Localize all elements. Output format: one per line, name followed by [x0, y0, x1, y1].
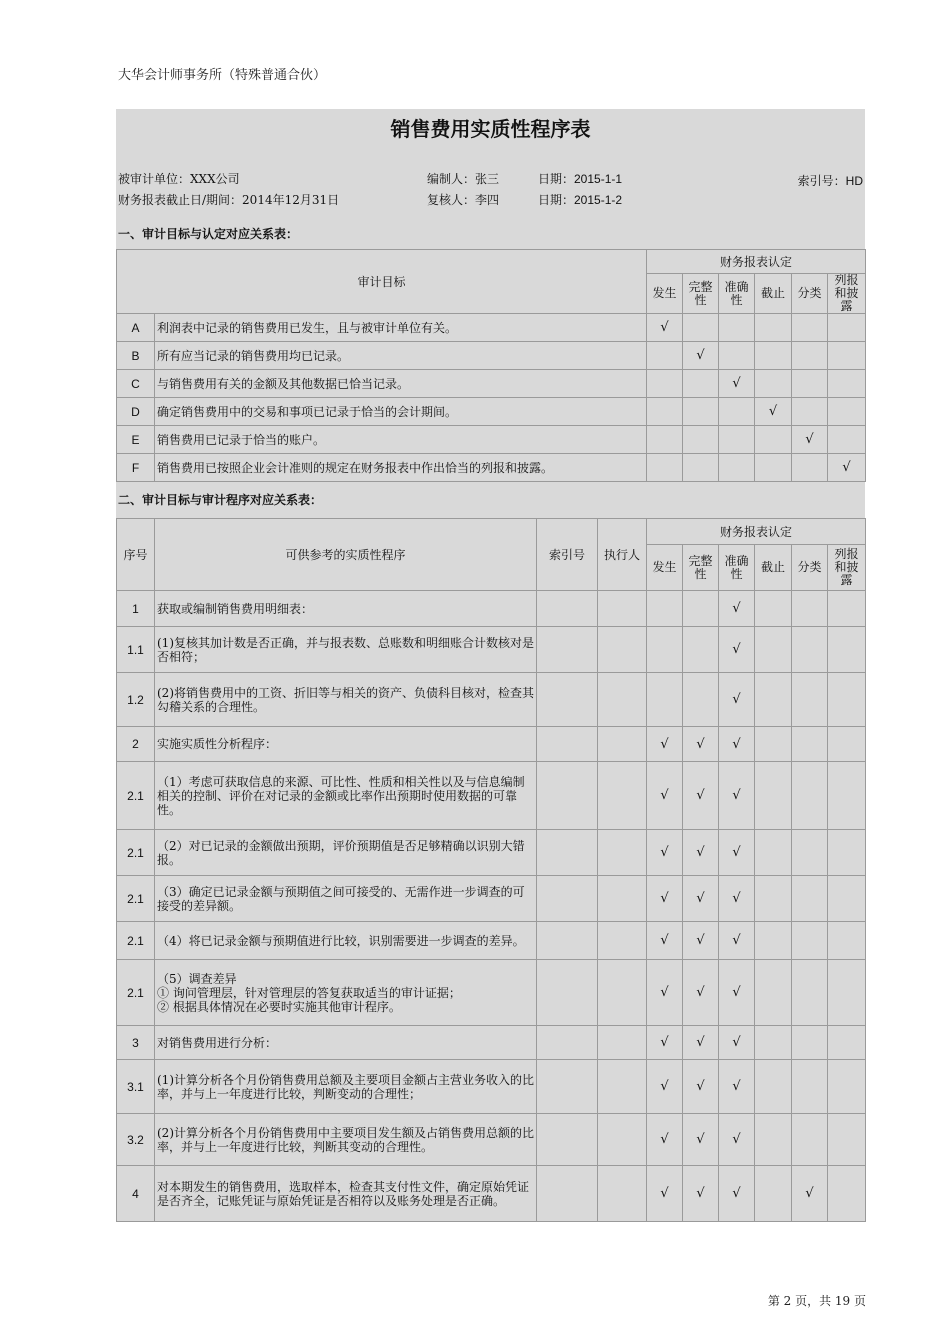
assertion-check-cell: [755, 762, 792, 830]
objective-text: 利润表中记录的销售费用已发生，且与被审计单位有关。: [155, 314, 647, 342]
assertion-check-cell: [828, 1166, 866, 1222]
procedure-text: 对销售费用进行分析：: [155, 1026, 537, 1060]
procedure-executor-cell: [598, 1166, 647, 1222]
procedure-executor-cell: [598, 1114, 647, 1166]
assertion-check-cell: [828, 314, 866, 342]
assertion-check-cell: √: [683, 1026, 719, 1060]
assertion-check-cell: [647, 627, 683, 673]
objective-text: 销售费用已按照企业会计准则的规定在财务报表中作出恰当的列报和披露。: [155, 454, 647, 482]
procedure-executor-cell: [598, 673, 647, 727]
procedure-text: （3）确定已记录金额与预期值之间可接受的、无需作进一步调查的可接受的差异额。: [155, 876, 537, 922]
assertion-check-cell: √: [647, 727, 683, 762]
assertion-check-cell: [647, 426, 683, 454]
procedure-index-cell: [537, 762, 598, 830]
assertion-check-cell: [792, 370, 828, 398]
assertion-check-cell: √: [683, 1114, 719, 1166]
assertion-check-cell: √: [719, 1114, 755, 1166]
assertion-check-cell: [755, 876, 792, 922]
reviewed-date: 日期：2015-1-2: [538, 193, 623, 207]
assertion-check-cell: [792, 1060, 828, 1114]
procedure-seq: 1: [117, 591, 155, 627]
procedure-index-cell: [537, 1060, 598, 1114]
procedure-index-cell: [537, 960, 598, 1026]
assertion-check-cell: √: [683, 960, 719, 1026]
seq-header: 序号: [117, 519, 155, 591]
procedure-text: 实施实质性分析程序：: [155, 727, 537, 762]
assertion-check-cell: √: [719, 1026, 755, 1060]
assertion-check-cell: √: [647, 1026, 683, 1060]
procedure-executor-cell: [598, 627, 647, 673]
assertion-check-cell: √: [647, 876, 683, 922]
assertion-check-cell: [828, 1026, 866, 1060]
assertion-group-header: 财务报表认定: [647, 519, 866, 545]
procedure-index-cell: [537, 876, 598, 922]
procedure-index-cell: [537, 1026, 598, 1060]
t1-assertion-3: 截止: [755, 274, 792, 314]
procedure-executor-cell: [598, 960, 647, 1026]
table-row: [117, 762, 866, 830]
assertion-check-cell: [792, 1026, 828, 1060]
t2-assertion-2: 准确性: [719, 545, 755, 591]
assertion-check-cell: [755, 426, 792, 454]
procedure-index-cell: [537, 591, 598, 627]
table-row: [117, 627, 866, 673]
t2-assertion-4: 分类: [792, 545, 828, 591]
procedure-seq: 1.2: [117, 673, 155, 727]
executor-header: 执行人: [598, 519, 647, 591]
table-row: [117, 830, 866, 876]
objective-assertion-table: [116, 249, 866, 482]
assertion-check-cell: [828, 370, 866, 398]
procedure-executor-cell: [598, 727, 647, 762]
t1-assertion-5: 列报和披露: [828, 274, 866, 314]
assertion-check-cell: [828, 727, 866, 762]
assertion-check-cell: [755, 591, 792, 627]
assertion-check-cell: [719, 314, 755, 342]
assertion-check-cell: √: [647, 922, 683, 960]
assertion-check-cell: √: [647, 1114, 683, 1166]
assertion-check-cell: [792, 627, 828, 673]
procedure-seq: 2.1: [117, 876, 155, 922]
assertion-check-cell: [792, 762, 828, 830]
assertion-check-cell: [828, 426, 866, 454]
assertion-check-cell: [828, 1060, 866, 1114]
objective-text: 销售费用已记录于恰当的账户。: [155, 426, 647, 454]
table-row: [117, 314, 866, 342]
assertion-check-cell: √: [647, 960, 683, 1026]
section1-title: 一、审计目标与认定对应关系表：: [118, 227, 299, 241]
procedure-text: （5）调查差异 ① 询问管理层，针对管理层的答复获取适当的审计证据； ② 根据具体情况在必要时实施其他审计程序。: [155, 960, 537, 1026]
procedure-sheet: [116, 109, 865, 1222]
table-row: [117, 673, 866, 727]
assertion-check-cell: √: [719, 727, 755, 762]
table-row: [117, 876, 866, 922]
assertion-check-cell: [719, 454, 755, 482]
assertion-check-cell: √: [647, 830, 683, 876]
objective-procedure-table: [116, 518, 866, 1222]
procedure-text: 对本期发生的销售费用，选取样本，检查其支付性文件，确定原始凭证是否齐全，记账凭证与原始凭证是否相符以及账务处理是否正确。: [155, 1166, 537, 1222]
table-row: [117, 454, 866, 482]
procedure-seq: 3.1: [117, 1060, 155, 1114]
assertion-check-cell: √: [719, 1166, 755, 1222]
assertion-check-cell: [828, 673, 866, 727]
assertion-check-cell: [683, 454, 719, 482]
assertion-check-cell: [792, 591, 828, 627]
objective-id: C: [117, 370, 155, 398]
procedure-executor-cell: [598, 1026, 647, 1060]
table-row: [117, 1060, 866, 1114]
assertion-check-cell: [683, 673, 719, 727]
assertion-check-cell: [647, 342, 683, 370]
t2-assertion-1: 完整性: [683, 545, 719, 591]
assertion-check-cell: √: [719, 591, 755, 627]
assertion-check-cell: √: [755, 398, 792, 426]
procedure-index-cell: [537, 673, 598, 727]
assertion-check-cell: [828, 960, 866, 1026]
assertion-check-cell: [755, 727, 792, 762]
assertion-check-cell: [719, 342, 755, 370]
index-number: 索引号：HD: [797, 174, 863, 188]
assertion-check-cell: [828, 762, 866, 830]
procedure-executor-cell: [598, 876, 647, 922]
procedure-seq: 3: [117, 1026, 155, 1060]
procedure-text: (2)将销售费用中的工资、折旧等与相关的资产、负债科目核对，检查其勾稽关系的合理性。: [155, 673, 537, 727]
page-number: 第 2 页，共 19 页: [767, 1294, 866, 1308]
procedure-text: （2）对已记录的金额做出预期，评价预期值是否足够精确以识别大错报。: [155, 830, 537, 876]
assertion-check-cell: [828, 398, 866, 426]
assertion-check-cell: [647, 454, 683, 482]
assertion-check-cell: [828, 830, 866, 876]
assertion-check-cell: [792, 922, 828, 960]
objective-id: D: [117, 398, 155, 426]
table-row: [117, 922, 866, 960]
index-header: 索引号: [537, 519, 598, 591]
assertion-check-cell: √: [719, 627, 755, 673]
assertion-check-cell: [792, 876, 828, 922]
procedure-seq: 1.1: [117, 627, 155, 673]
assertion-check-cell: √: [683, 762, 719, 830]
assertion-check-cell: [755, 1166, 792, 1222]
table-row: [117, 426, 866, 454]
assertion-group-header: 财务报表认定: [647, 250, 866, 274]
section2-title: 二、审计目标与审计程序对应关系表：: [118, 493, 323, 507]
assertion-check-cell: √: [683, 1166, 719, 1222]
assertion-check-cell: √: [647, 1166, 683, 1222]
assertion-check-cell: [792, 314, 828, 342]
table-row: [117, 960, 866, 1026]
assertion-check-cell: [828, 876, 866, 922]
preparer-label: 编制人：张三: [427, 172, 500, 186]
procedure-seq: 3.2: [117, 1114, 155, 1166]
assertion-check-cell: √: [683, 830, 719, 876]
table-row: [117, 1114, 866, 1166]
assertion-check-cell: [719, 426, 755, 454]
procedure-text: （4）将已记录金额与预期值进行比较，识别需要进一步调查的差异。: [155, 922, 537, 960]
procedure-header: 可供参考的实质性程序: [155, 519, 537, 591]
assertion-check-cell: [683, 398, 719, 426]
table-row: [117, 1166, 866, 1222]
table-row: [117, 398, 866, 426]
assertion-check-cell: √: [647, 762, 683, 830]
objective-id: F: [117, 454, 155, 482]
period-label: 财务报表截止日/期间：2014年12月31日: [118, 193, 340, 207]
objective-id: B: [117, 342, 155, 370]
t1-assertion-4: 分类: [792, 274, 828, 314]
assertion-check-cell: [755, 314, 792, 342]
assertion-check-cell: √: [719, 876, 755, 922]
assertion-check-cell: [683, 627, 719, 673]
procedure-index-cell: [537, 922, 598, 960]
assertion-check-cell: [828, 627, 866, 673]
assertion-check-cell: [792, 454, 828, 482]
assertion-check-cell: [792, 398, 828, 426]
assertion-check-cell: [755, 342, 792, 370]
objective-text: 与销售费用有关的金额及其他数据已恰当记录。: [155, 370, 647, 398]
assertion-check-cell: [683, 591, 719, 627]
assertion-check-cell: [755, 454, 792, 482]
assertion-check-cell: [755, 673, 792, 727]
assertion-check-cell: [683, 314, 719, 342]
procedure-executor-cell: [598, 591, 647, 627]
assertion-check-cell: √: [719, 370, 755, 398]
objective-header: 审计目标: [117, 250, 647, 314]
assertion-check-cell: [828, 922, 866, 960]
procedure-text: (2)计算分析各个月份销售费用中主要项目发生额及占销售费用总额的比率，并与上一年度进行比较，判断其变动的合理性。: [155, 1114, 537, 1166]
procedure-seq: 2.1: [117, 960, 155, 1026]
assertion-check-cell: √: [683, 727, 719, 762]
procedure-executor-cell: [598, 762, 647, 830]
assertion-check-cell: [755, 1060, 792, 1114]
assertion-check-cell: √: [719, 1060, 755, 1114]
assertion-check-cell: [792, 727, 828, 762]
table-row: [117, 591, 866, 627]
assertion-check-cell: √: [683, 876, 719, 922]
objective-text: 确定销售费用中的交易和事项已记录于恰当的会计期间。: [155, 398, 647, 426]
assertion-check-cell: [755, 370, 792, 398]
procedure-seq: 2.1: [117, 830, 155, 876]
assertion-check-cell: √: [828, 454, 866, 482]
objective-id: A: [117, 314, 155, 342]
reviewer-label: 复核人：李四: [427, 193, 500, 207]
entity-label: 被审计单位：XXX公司: [118, 172, 240, 186]
t2-assertion-3: 截止: [755, 545, 792, 591]
procedure-index-cell: [537, 1166, 598, 1222]
table-row: [117, 342, 866, 370]
assertion-check-cell: [792, 673, 828, 727]
procedure-seq: 2.1: [117, 922, 155, 960]
assertion-check-cell: [755, 627, 792, 673]
table-row: [117, 370, 866, 398]
assertion-check-cell: √: [647, 314, 683, 342]
assertion-check-cell: √: [719, 762, 755, 830]
procedure-executor-cell: [598, 922, 647, 960]
assertion-check-cell: √: [719, 830, 755, 876]
procedure-index-cell: [537, 830, 598, 876]
assertion-check-cell: [647, 591, 683, 627]
firm-name: 大华会计师事务所（特殊普通合伙）: [118, 68, 327, 83]
assertion-check-cell: [683, 370, 719, 398]
procedure-index-cell: [537, 727, 598, 762]
assertion-check-cell: √: [792, 426, 828, 454]
assertion-check-cell: [647, 398, 683, 426]
procedure-seq: 2: [117, 727, 155, 762]
assertion-check-cell: √: [719, 922, 755, 960]
procedure-index-cell: [537, 627, 598, 673]
assertion-check-cell: [719, 398, 755, 426]
assertion-check-cell: [828, 342, 866, 370]
assertion-check-cell: [792, 830, 828, 876]
assertion-check-cell: √: [683, 1060, 719, 1114]
procedure-index-cell: [537, 1114, 598, 1166]
assertion-check-cell: [683, 426, 719, 454]
assertion-check-cell: [647, 673, 683, 727]
t1-assertion-2: 准确性: [719, 274, 755, 314]
assertion-check-cell: [792, 1114, 828, 1166]
sheet-meta: [116, 149, 865, 249]
assertion-check-cell: [755, 1026, 792, 1060]
sheet-title: 销售费用实质性程序表: [390, 117, 591, 141]
assertion-check-cell: √: [792, 1166, 828, 1222]
procedure-executor-cell: [598, 830, 647, 876]
t1-assertion-0: 发生: [647, 274, 683, 314]
t1-assertion-1: 完整性: [683, 274, 719, 314]
assertion-check-cell: [792, 960, 828, 1026]
procedure-text: 获取或编制销售费用明细表：: [155, 591, 537, 627]
assertion-check-cell: [755, 960, 792, 1026]
procedure-executor-cell: [598, 1060, 647, 1114]
assertion-check-cell: √: [719, 673, 755, 727]
procedure-text: (1)计算分析各个月份销售费用总额及主要项目金额占主营业务收入的比率，并与上一年度进行比较，判断变动的合理性；: [155, 1060, 537, 1114]
assertion-check-cell: [828, 591, 866, 627]
assertion-check-cell: √: [683, 922, 719, 960]
assertion-check-cell: √: [719, 960, 755, 1026]
t2-assertion-0: 发生: [647, 545, 683, 591]
t2-assertion-5: 列报和披露: [828, 545, 866, 591]
procedure-text: （1）考虑可获取信息的来源、可比性、性质和相关性以及与信息编制相关的控制、评价在对记录的金额或比率作出预期时使用数据的可靠性。: [155, 762, 537, 830]
assertion-check-cell: √: [647, 1060, 683, 1114]
prepared-date: 日期：2015-1-1: [538, 172, 623, 186]
objective-id: E: [117, 426, 155, 454]
assertion-check-cell: [755, 1114, 792, 1166]
assertion-check-cell: [755, 922, 792, 960]
assertion-check-cell: [755, 830, 792, 876]
assertion-check-cell: [792, 342, 828, 370]
procedure-seq: 4: [117, 1166, 155, 1222]
assertion-check-cell: [647, 370, 683, 398]
assertion-check-cell: √: [683, 342, 719, 370]
procedure-seq: 2.1: [117, 762, 155, 830]
objective-text: 所有应当记录的销售费用均已记录。: [155, 342, 647, 370]
procedure-text: (1)复核其加计数是否正确，并与报表数、总账数和明细账合计数核对是否相符；: [155, 627, 537, 673]
assertion-check-cell: [828, 1114, 866, 1166]
table-row: [117, 1026, 866, 1060]
table-row: [117, 727, 866, 762]
